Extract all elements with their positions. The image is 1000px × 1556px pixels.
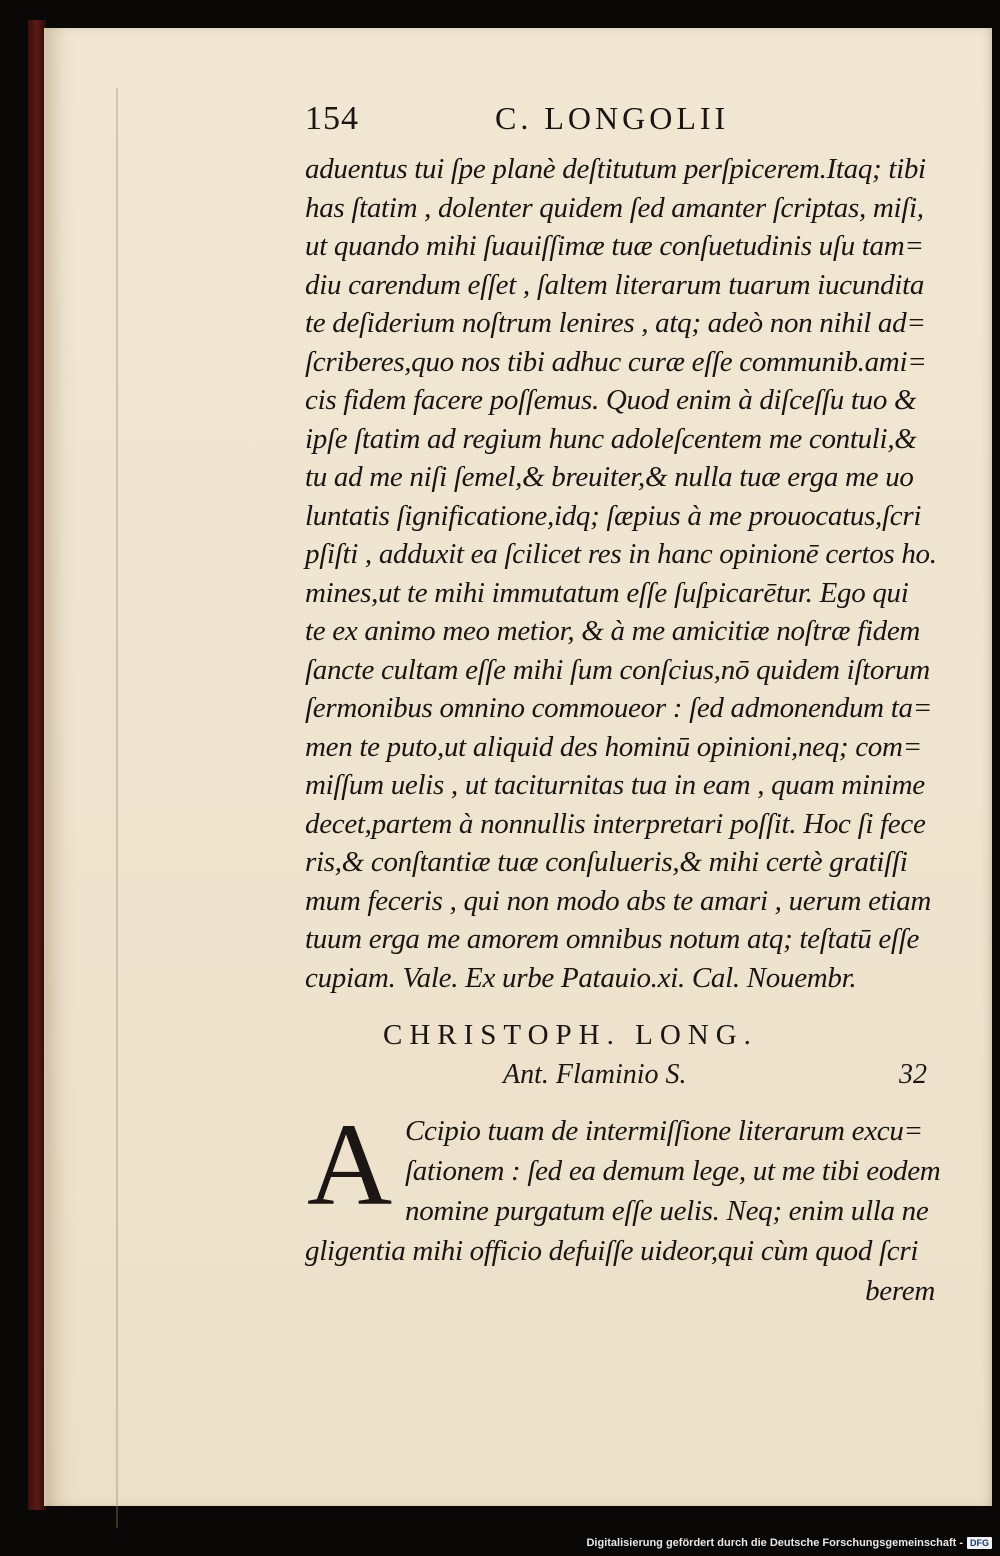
text-line: luntatis ſignificatione,idq; ſæpius à me prouocatus,ſcri — [305, 499, 922, 532]
dfg-logo: DFG — [967, 1537, 992, 1549]
text-line: ſancte cultam eſſe mihi ſum conſcius,nō quidem iſtorum — [305, 653, 930, 686]
page-number: 154 — [305, 100, 359, 137]
text-line: te deſiderium noſtrum lenires , atq; adeò non nihil ad= — [305, 307, 926, 339]
text-line: ſermonibus omnino commoueor : ſed admonendum ta= — [305, 692, 932, 724]
letter-heading — [305, 1019, 945, 1099]
text-line: miſſum uelis , ut taciturnitas tua in eam , quam minime — [305, 769, 925, 801]
text-line: has ſtatim , dolenter quidem ſed amanter ſcriptas, miſi, — [305, 191, 924, 224]
text-line: ſcriberes,quo nos tibi adhuc curæ eſſe communib.ami= — [305, 345, 927, 378]
text-line: ſationem : ſed ea demum lege, ut me tibi eodem — [405, 1155, 941, 1187]
catchword: berem — [865, 1275, 935, 1307]
text-line: ut quando mihi ſuauiſſimæ tuæ conſuetudinis uſu tam= — [305, 230, 924, 262]
text-line: ris,& conſtantiæ tuæ conſulueris,& mihi certè gratiſſi — [305, 846, 908, 878]
running-title: C. LONGOLII — [495, 100, 730, 136]
text-line: gligentia mihi officio defuiſſe uideor,qui cùm quod ſcri — [305, 1235, 919, 1267]
text-line: diu carendum eſſet , ſaltem literarum tuarum iucundita — [305, 268, 925, 301]
text-line: cis fidem facere poſſemus. Quod enim à diſceſſu tuo & — [305, 384, 917, 416]
text-line: men te puto,ut aliquid des hominū opinioni,neq; com= — [305, 730, 922, 763]
digitization-credit — [586, 1537, 992, 1549]
page-gutter-line — [116, 88, 118, 1528]
text-line: te ex animo meo metior, & à me amicitiæ noſtræ fidem — [305, 615, 921, 647]
text-line: aduentus tui ſpe planè deſtitutum perſpicerem.Itaq; tibi — [305, 153, 926, 185]
letter-number: 32 — [899, 1059, 927, 1090]
text-line: decet,partem à nonnullis interpretari poſſit. Hoc ſi fece — [305, 807, 926, 840]
text-block — [305, 100, 945, 1311]
text-line: pſiſti , adduxit ea ſcilicet res in hanc opinionē certos ho. — [305, 538, 937, 570]
text-line: mum feceris , qui non modo abs te amari , uerum etiam — [305, 884, 932, 917]
text-line: tuum erga me amorem omnibus notum atq; teſtatū eſſe — [305, 923, 920, 955]
text-line: ipſe ſtatim ad regium hunc adoleſcentem me contuli,& — [305, 422, 917, 455]
text-line: mines,ut te mihi immutatum eſſe ſuſpicarētur. Ego qui — [305, 576, 909, 609]
text-line: Ccipio tuam de intermiſſione literarum excu= — [405, 1115, 923, 1147]
text-line: nomine purgatum eſſe uelis. Neq; enim ulla ne — [405, 1195, 929, 1227]
text-line: tu ad me niſi ſemel,& breuiter,& nulla tuæ erga me uo — [305, 461, 914, 493]
body-text — [305, 150, 945, 997]
running-head — [305, 100, 945, 150]
drop-cap: A — [307, 1099, 393, 1230]
letter-sender: CHRISTOPH. LONG. — [383, 1019, 758, 1051]
credit-text: Digitalisierung gefördert durch die Deutsche Forschungsgemeinschaft - — [586, 1537, 963, 1549]
text-line: cupiam. Vale. Ex urbe Patauio.xi. Cal. Nouembr. — [305, 961, 857, 994]
letter-recipient: Ant. Flaminio S. — [503, 1059, 687, 1090]
letter-body — [305, 1099, 945, 1311]
